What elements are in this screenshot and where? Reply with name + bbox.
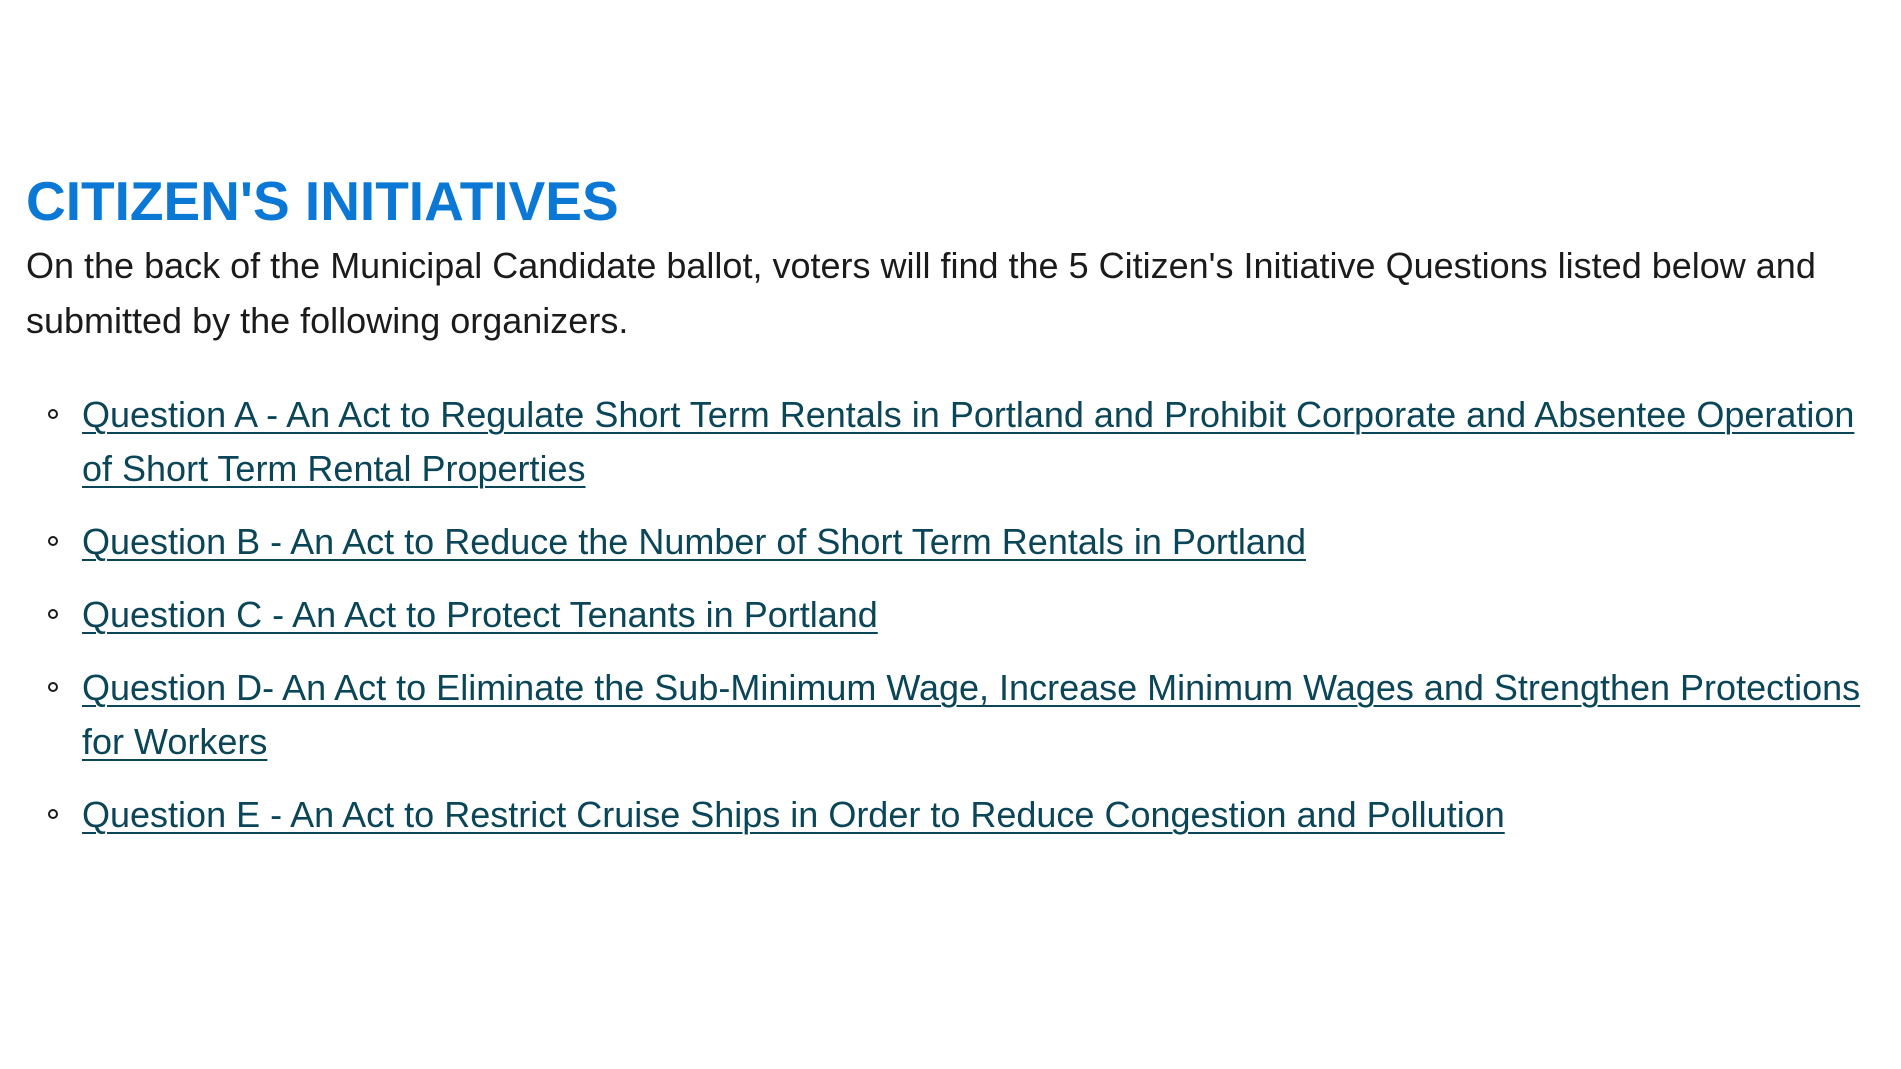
citizens-initiatives-section: [26, 166, 1886, 861]
question-a-link[interactable]: Question A - An Act to Regulate Short Term Rentals in Portland and Prohibit Corporate and Absentee Operation of Short Term Rental Properties: [82, 394, 1855, 489]
circle-bullet-icon: [48, 809, 58, 819]
circle-bullet-icon: [48, 536, 58, 546]
section-title: CITIZEN'S INITIATIVES: [26, 170, 619, 232]
question-d-link[interactable]: Question D- An Act to Eliminate the Sub-Minimum Wage, Increase Minimum Wages and Strengthen Protections for Workers: [82, 667, 1861, 762]
question-b-link[interactable]: Question B - An Act to Reduce the Number of Short Term Rentals in Portland: [82, 521, 1306, 562]
list-item-question-b: [26, 515, 1892, 569]
circle-bullet-icon: [48, 682, 58, 692]
question-c-link[interactable]: Question C - An Act to Protect Tenants in Portland: [82, 594, 878, 635]
questions-list: [26, 388, 1886, 842]
list-item-question-d: [26, 661, 1892, 769]
list-item-question-c: [26, 588, 1892, 642]
question-e-link[interactable]: Question E - An Act to Restrict Cruise Ships in Order to Reduce Congestion and Pollution: [82, 794, 1505, 835]
circle-bullet-icon: [48, 609, 58, 619]
circle-bullet-icon: [48, 409, 58, 419]
list-item-question-a: [26, 388, 1892, 496]
intro-paragraph: On the back of the Municipal Candidate ballot, voters will find the 5 Citizen's Initiative Questions listed below and submitted by the following organizers.: [26, 245, 1816, 341]
list-item-question-e: [26, 788, 1892, 842]
